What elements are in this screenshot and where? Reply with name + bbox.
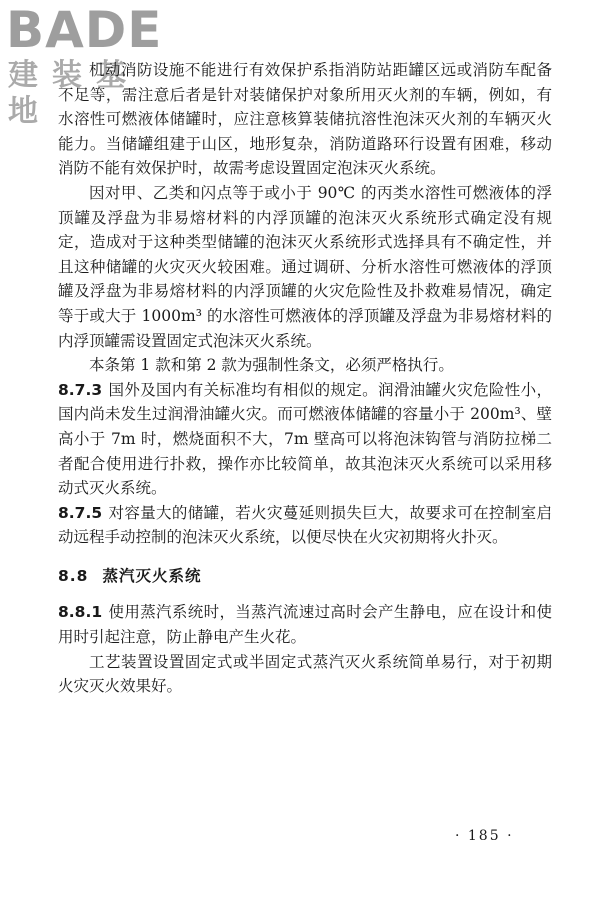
clause-8-8-1	[58, 600, 552, 649]
paragraph-7: 工艺装置设置固定式或半固定式蒸汽灭火系统简单易行，对于初期火灾灭火效果好。	[58, 652, 552, 696]
section-number: 8.8	[58, 566, 89, 585]
clause-number: 8.7.3	[58, 380, 103, 399]
clause-text: 国外及国内有关标准均有相似的规定。润滑油罐火灾危险性小，国内尚未发生过润滑油罐火灾。而可燃液体储罐的容量小于 200m³、壁高小于 7m 时，燃烧面积不大，7m 壁高可以将泡沫钩管与消防拉梯二者配合使用进行扑救，操作亦比较简单，故其泡沫灭火系统可以采用移动式灭火系统。	[58, 380, 552, 498]
watermark-brand: BADE	[6, 1, 163, 59]
section-heading	[58, 564, 552, 589]
clause-number: 8.7.5	[58, 503, 103, 522]
paragraph-1: 机动消防设施不能进行有效保护系指消防站距罐区远或消防车配备不足等，需注意后者是针对装储保护对象所用灭火剂的车辆，例如，有水溶性可燃液体储罐时，应注意核算装储抗溶性泡沫灭火剂的车辆灭火能力。当储罐组建于山区，地形复杂，消防道路环行设置有困难，移动消防不能有效保护时，故需考虑设置固定泡沫灭火系统。	[58, 61, 552, 178]
page-number: · 185 ·	[455, 828, 514, 844]
clause-number: 8.8.1	[58, 603, 103, 622]
clause-text: 对容量大的储罐，若火灾蔓延则损失巨大，故要求可在控制室启动远程手动控制的泡沫灭火系统，以便尽快在火灾初期将火扑灭。	[58, 503, 552, 547]
paragraph-3: 本条第 1 款和第 2 款为强制性条文，必须严格执行。	[89, 356, 454, 375]
body-text	[58, 58, 552, 699]
section-title: 蒸汽灭火系统	[102, 566, 202, 585]
clause-text: 使用蒸汽系统时，当蒸汽流速过高时会产生静电，应在设计和使用时引起注意，防止静电产生火花。	[58, 603, 552, 647]
clause-8-7-5	[58, 501, 552, 550]
watermark-subtitle: 建装基地	[8, 58, 140, 129]
paragraph-2: 因对甲、乙类和闪点等于或小于 90℃ 的丙类水溶性可燃液体的浮顶罐及浮盘为非易熔材料的内浮顶罐的泡沫灭火系统形式确定没有规定，造成对于这种类型储罐的泡沫灭火系统形式选择具有不确定性，并且这种储罐的火灾灭火较困难。通过调研、分析水溶性可燃液体的浮顶罐及浮盘为非易熔材料的内浮顶罐的火灾危险性及扑救难易情况，确定等于或大于 1000m³ 的水溶性可燃液体的浮顶罐及浮盘为非易熔材料的内浮顶罐需设置固定式泡沫灭火系统。	[58, 183, 552, 350]
clause-8-7-3	[58, 378, 552, 501]
